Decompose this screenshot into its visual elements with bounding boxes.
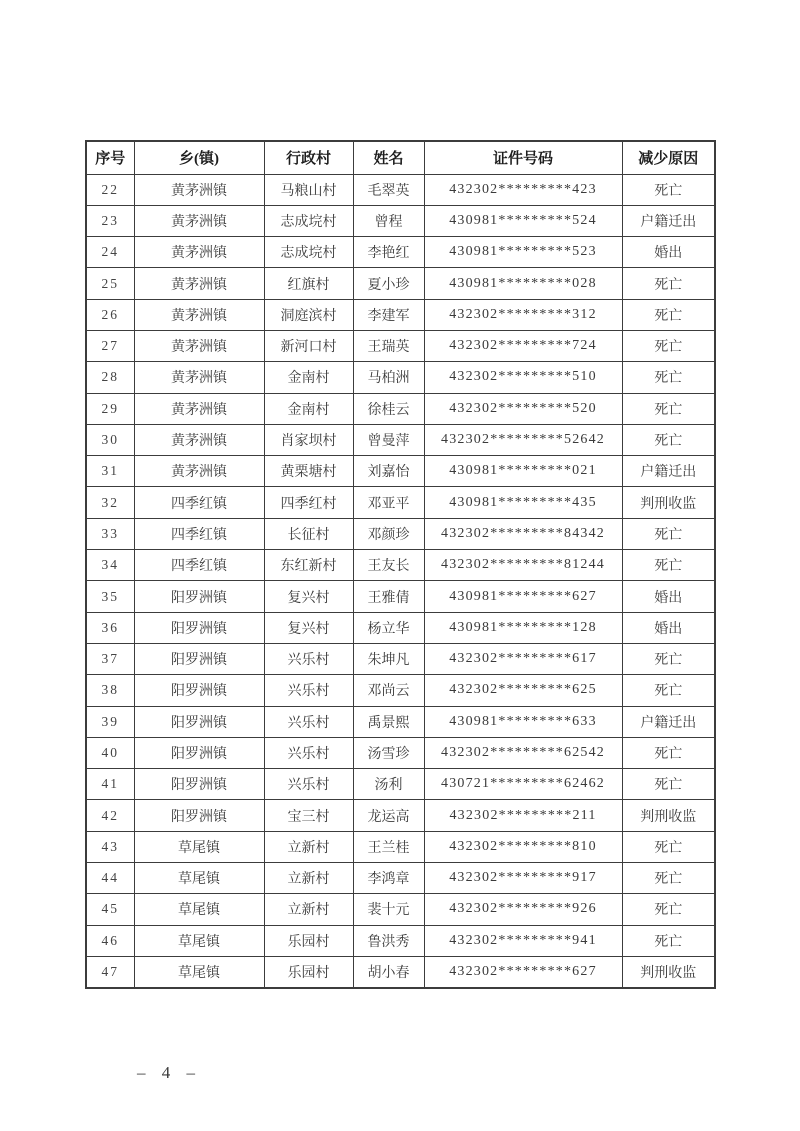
cell-town: 草尾镇 [134,925,264,956]
cell-name: 李建军 [353,299,424,330]
cell-village: 志成垸村 [264,205,353,236]
cell-town: 四季红镇 [134,518,264,549]
cell-name: 汤雪珍 [353,737,424,768]
cell-town: 草尾镇 [134,863,264,894]
cell-index: 28 [86,362,134,393]
table-row [86,800,715,831]
table-header-row [86,141,715,174]
cell-name: 曾曼萍 [353,424,424,455]
col-header-village: 行政村 [264,141,353,174]
cell-index: 30 [86,424,134,455]
cell-reason: 死亡 [622,737,715,768]
cell-id-number: 430981*********524 [424,205,622,236]
cell-name: 龙运高 [353,800,424,831]
cell-name: 曾程 [353,205,424,236]
cell-village: 兴乐村 [264,769,353,800]
table-row [86,174,715,205]
cell-id-number: 430981*********435 [424,487,622,518]
cell-index: 32 [86,487,134,518]
cell-reason: 户籍迁出 [622,205,715,236]
cell-village: 金南村 [264,393,353,424]
cell-town: 阳罗洲镇 [134,581,264,612]
cell-index: 43 [86,831,134,862]
cell-village: 新河口村 [264,330,353,361]
cell-town: 四季红镇 [134,487,264,518]
cell-reason: 户籍迁出 [622,456,715,487]
cell-village: 金南村 [264,362,353,393]
cell-name: 徐桂云 [353,393,424,424]
cell-village: 兴乐村 [264,643,353,674]
cell-town: 黄茅洲镇 [134,330,264,361]
cell-id-number: 430721*********62462 [424,769,622,800]
cell-index: 38 [86,675,134,706]
cell-index: 42 [86,800,134,831]
cell-id-number: 432302*********810 [424,831,622,862]
cell-index: 47 [86,956,134,987]
cell-village: 复兴村 [264,581,353,612]
cell-name: 胡小春 [353,956,424,987]
cell-index: 46 [86,925,134,956]
table-row [86,268,715,299]
table-row [86,299,715,330]
cell-name: 马柏洲 [353,362,424,393]
table-row [86,362,715,393]
cell-name: 王瑞英 [353,330,424,361]
reduction-list-table [85,140,716,989]
cell-reason: 死亡 [622,330,715,361]
cell-id-number: 432302*********724 [424,330,622,361]
cell-id-number: 432302*********520 [424,393,622,424]
cell-id-number: 432302*********627 [424,956,622,987]
table-row [86,205,715,236]
cell-reason: 死亡 [622,393,715,424]
cell-town: 黄茅洲镇 [134,424,264,455]
cell-index: 26 [86,299,134,330]
cell-id-number: 430981*********021 [424,456,622,487]
cell-index: 40 [86,737,134,768]
table-row [86,769,715,800]
cell-town: 阳罗洲镇 [134,643,264,674]
cell-town: 草尾镇 [134,831,264,862]
cell-town: 黄茅洲镇 [134,205,264,236]
cell-reason: 死亡 [622,675,715,706]
cell-reason: 死亡 [622,424,715,455]
cell-town: 阳罗洲镇 [134,612,264,643]
cell-name: 杨立华 [353,612,424,643]
table-row [86,612,715,643]
cell-village: 红旗村 [264,268,353,299]
table-row [86,424,715,455]
cell-index: 45 [86,894,134,925]
col-header-index: 序号 [86,141,134,174]
table-row [86,643,715,674]
cell-name: 王友长 [353,550,424,581]
cell-reason: 死亡 [622,894,715,925]
cell-town: 黄茅洲镇 [134,268,264,299]
cell-index: 34 [86,550,134,581]
cell-index: 22 [86,174,134,205]
col-header-reason: 减少原因 [622,141,715,174]
table-row [86,330,715,361]
table-row [86,675,715,706]
cell-town: 阳罗洲镇 [134,769,264,800]
cell-village: 宝三村 [264,800,353,831]
table-row [86,894,715,925]
cell-reason: 死亡 [622,769,715,800]
cell-name: 禹景熙 [353,706,424,737]
cell-town: 黄茅洲镇 [134,393,264,424]
cell-reason: 死亡 [622,863,715,894]
cell-index: 24 [86,237,134,268]
cell-village: 立新村 [264,831,353,862]
cell-id-number: 430981*********128 [424,612,622,643]
cell-index: 44 [86,863,134,894]
cell-index: 35 [86,581,134,612]
cell-town: 四季红镇 [134,550,264,581]
cell-id-number: 432302*********617 [424,643,622,674]
cell-id-number: 432302*********84342 [424,518,622,549]
cell-index: 31 [86,456,134,487]
cell-village: 立新村 [264,863,353,894]
cell-id-number: 432302*********917 [424,863,622,894]
cell-village: 四季红村 [264,487,353,518]
cell-town: 阳罗洲镇 [134,800,264,831]
table-row [86,456,715,487]
cell-id-number: 432302*********625 [424,675,622,706]
cell-reason: 婚出 [622,237,715,268]
cell-town: 阳罗洲镇 [134,737,264,768]
cell-reason: 死亡 [622,174,715,205]
cell-index: 39 [86,706,134,737]
cell-reason: 死亡 [622,362,715,393]
cell-reason: 死亡 [622,518,715,549]
cell-reason: 死亡 [622,643,715,674]
cell-index: 33 [86,518,134,549]
cell-village: 洞庭滨村 [264,299,353,330]
cell-reason: 婚出 [622,612,715,643]
cell-id-number: 432302*********211 [424,800,622,831]
cell-town: 阳罗洲镇 [134,675,264,706]
table-row [86,581,715,612]
cell-name: 邓颜珍 [353,518,424,549]
cell-id-number: 432302*********52642 [424,424,622,455]
cell-name: 李艳红 [353,237,424,268]
cell-name: 李鸿章 [353,863,424,894]
cell-name: 王兰桂 [353,831,424,862]
cell-town: 黄茅洲镇 [134,174,264,205]
cell-name: 王雅倩 [353,581,424,612]
cell-name: 邓亚平 [353,487,424,518]
cell-village: 肖家坝村 [264,424,353,455]
cell-reason: 死亡 [622,268,715,299]
col-header-town: 乡(镇) [134,141,264,174]
cell-village: 立新村 [264,894,353,925]
table-body [86,174,715,988]
cell-village: 志成垸村 [264,237,353,268]
cell-village: 兴乐村 [264,706,353,737]
cell-index: 29 [86,393,134,424]
cell-village: 长征村 [264,518,353,549]
cell-village: 兴乐村 [264,737,353,768]
table-row [86,706,715,737]
cell-reason: 婚出 [622,581,715,612]
cell-id-number: 432302*********926 [424,894,622,925]
table-header [86,141,715,174]
cell-index: 36 [86,612,134,643]
cell-reason: 户籍迁出 [622,706,715,737]
cell-village: 乐园村 [264,956,353,987]
cell-reason: 死亡 [622,299,715,330]
table-row [86,737,715,768]
cell-id-number: 432302*********62542 [424,737,622,768]
cell-id-number: 430981*********633 [424,706,622,737]
cell-town: 黄茅洲镇 [134,456,264,487]
table-row [86,956,715,987]
cell-id-number: 432302*********312 [424,299,622,330]
cell-id-number: 430981*********523 [424,237,622,268]
col-header-id: 证件号码 [424,141,622,174]
cell-id-number: 430981*********028 [424,268,622,299]
cell-name: 毛翠英 [353,174,424,205]
cell-village: 兴乐村 [264,675,353,706]
table-row [86,863,715,894]
cell-reason: 死亡 [622,831,715,862]
table-row [86,518,715,549]
cell-index: 41 [86,769,134,800]
cell-town: 黄茅洲镇 [134,299,264,330]
cell-town: 黄茅洲镇 [134,237,264,268]
cell-name: 夏小珍 [353,268,424,299]
cell-village: 马粮山村 [264,174,353,205]
table-row [86,393,715,424]
cell-id-number: 432302*********81244 [424,550,622,581]
table-row [86,831,715,862]
cell-name: 裴十元 [353,894,424,925]
cell-index: 23 [86,205,134,236]
cell-village: 复兴村 [264,612,353,643]
col-header-name: 姓名 [353,141,424,174]
cell-village: 黄栗塘村 [264,456,353,487]
cell-reason: 死亡 [622,925,715,956]
cell-town: 草尾镇 [134,956,264,987]
cell-town: 黄茅洲镇 [134,362,264,393]
cell-index: 37 [86,643,134,674]
cell-id-number: 430981*********627 [424,581,622,612]
cell-name: 刘嘉怡 [353,456,424,487]
table-row [86,237,715,268]
cell-id-number: 432302*********510 [424,362,622,393]
cell-id-number: 432302*********423 [424,174,622,205]
cell-reason: 死亡 [622,550,715,581]
cell-reason: 判刑收监 [622,800,715,831]
table-row [86,550,715,581]
page-number: – 4 – [137,1063,201,1082]
cell-village: 乐园村 [264,925,353,956]
cell-town: 草尾镇 [134,894,264,925]
cell-name: 鲁洪秀 [353,925,424,956]
cell-reason: 判刑收监 [622,956,715,987]
table-row [86,487,715,518]
table-row [86,925,715,956]
cell-index: 25 [86,268,134,299]
cell-id-number: 432302*********941 [424,925,622,956]
cell-name: 朱坤凡 [353,643,424,674]
cell-name: 邓尚云 [353,675,424,706]
cell-index: 27 [86,330,134,361]
cell-reason: 判刑收监 [622,487,715,518]
cell-name: 汤利 [353,769,424,800]
cell-village: 东红新村 [264,550,353,581]
cell-town: 阳罗洲镇 [134,706,264,737]
